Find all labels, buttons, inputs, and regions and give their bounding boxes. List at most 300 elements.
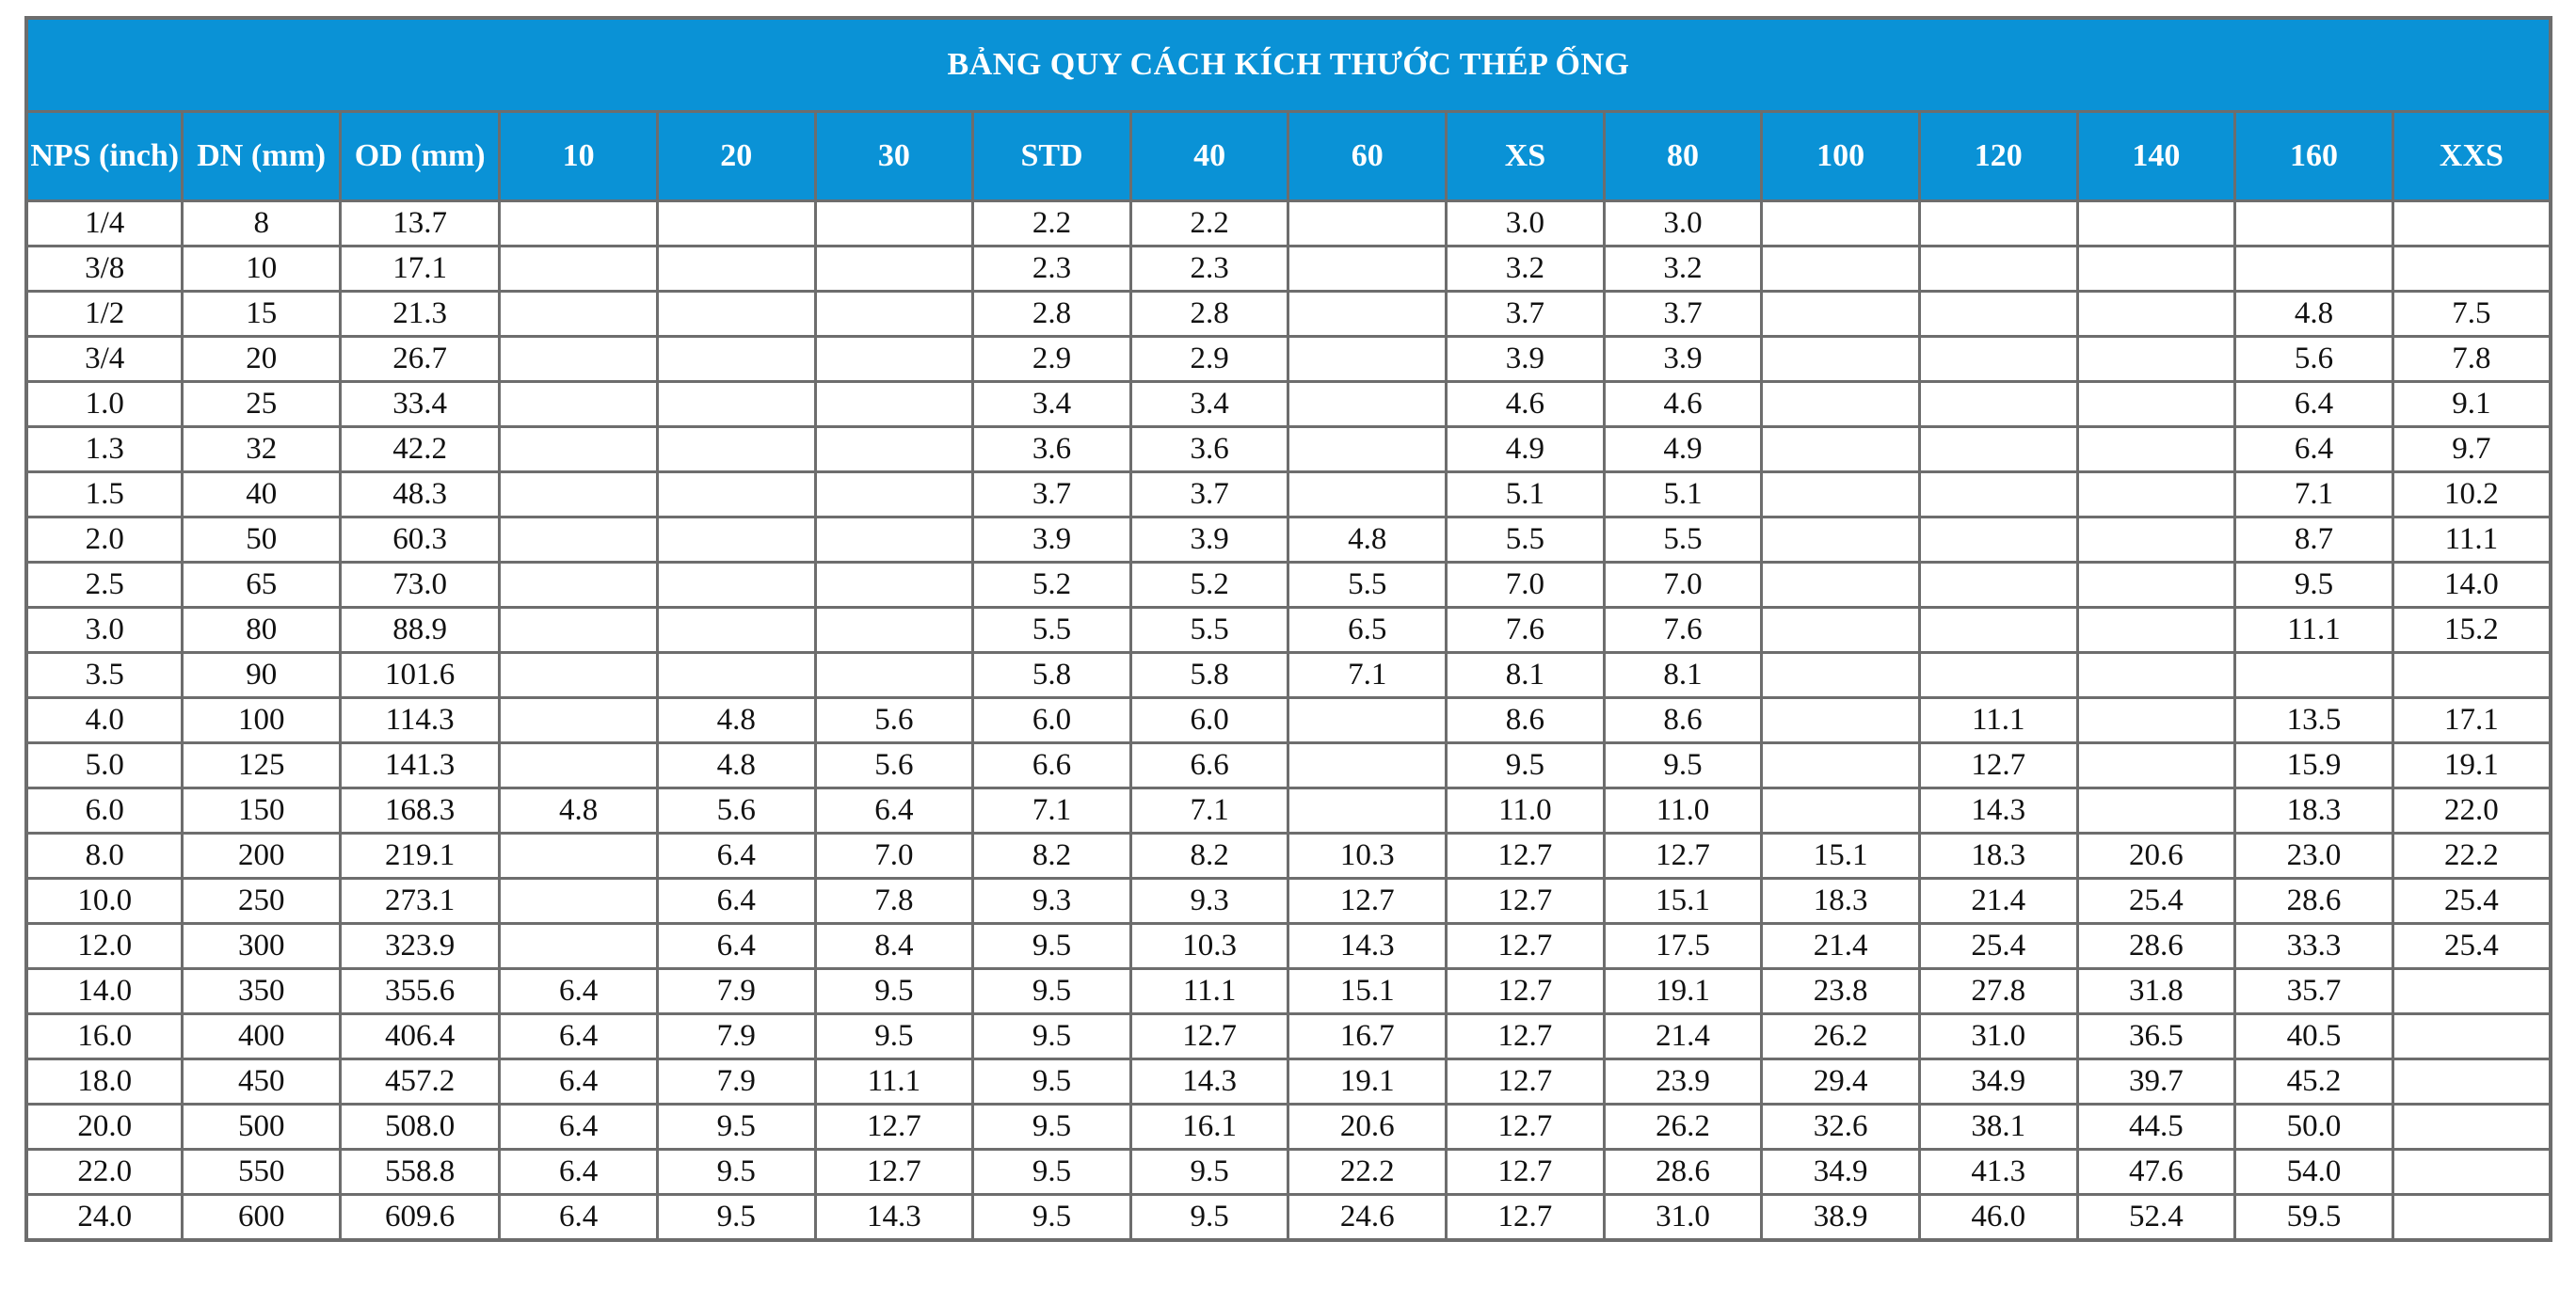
table-cell <box>500 517 658 563</box>
table-cell: 9.5 <box>815 969 973 1014</box>
table-cell: 12.7 <box>1447 1059 1605 1105</box>
table-cell: 11.1 <box>1130 969 1288 1014</box>
table-cell: 52.4 <box>2077 1195 2235 1241</box>
table-cell <box>815 201 973 247</box>
table-cell: 41.3 <box>1919 1150 2077 1195</box>
table-cell: 9.5 <box>815 1014 973 1059</box>
column-header: 40 <box>1130 112 1288 201</box>
table-cell <box>657 382 815 427</box>
table-cell: 500 <box>183 1105 341 1150</box>
table-cell: 3.5 <box>26 653 183 698</box>
table-cell: 12.7 <box>1130 1014 1288 1059</box>
table-cell: 6.4 <box>500 969 658 1014</box>
table-cell: 1.0 <box>26 382 183 427</box>
table-cell <box>815 337 973 382</box>
table-cell <box>500 698 658 743</box>
table-cell: 27.8 <box>1919 969 2077 1014</box>
table-cell <box>1288 382 1447 427</box>
table-cell <box>815 382 973 427</box>
table-cell: 9.5 <box>1604 743 1762 788</box>
table-cell: 2.5 <box>26 563 183 608</box>
table-cell: 8.2 <box>973 834 1131 879</box>
table-cell: 19.1 <box>2392 743 2551 788</box>
table-cell: 5.0 <box>26 743 183 788</box>
table-cell <box>1288 201 1447 247</box>
table-cell: 9.5 <box>973 1059 1131 1105</box>
table-cell: 8.4 <box>815 924 973 969</box>
table-cell: 45.2 <box>2235 1059 2393 1105</box>
table-cell: 10.2 <box>2392 472 2551 517</box>
table-cell <box>657 337 815 382</box>
table-cell: 2.3 <box>1130 247 1288 292</box>
table-cell: 6.0 <box>1130 698 1288 743</box>
table-cell: 36.5 <box>2077 1014 2235 1059</box>
table-row <box>26 1014 2551 1059</box>
table-row <box>26 698 2551 743</box>
table-cell: 5.1 <box>1447 472 1605 517</box>
table-cell: 350 <box>183 969 341 1014</box>
table-cell: 6.4 <box>500 1059 658 1105</box>
table-cell: 28.6 <box>1604 1150 1762 1195</box>
table-cell <box>657 247 815 292</box>
table-cell: 300 <box>183 924 341 969</box>
table-cell: 7.1 <box>2235 472 2393 517</box>
table-cell: 24.0 <box>26 1195 183 1241</box>
table-cell <box>1762 608 1920 653</box>
table-cell <box>657 427 815 472</box>
table-row <box>26 247 2551 292</box>
table-cell: 33.4 <box>341 382 500 427</box>
table-cell <box>500 924 658 969</box>
table-cell: 10.3 <box>1130 924 1288 969</box>
table-cell <box>1919 201 2077 247</box>
table-cell <box>500 292 658 337</box>
table-cell <box>657 517 815 563</box>
table-cell: 9.5 <box>1447 743 1605 788</box>
table-cell: 3/4 <box>26 337 183 382</box>
table-cell <box>1762 698 1920 743</box>
column-header: STD <box>973 112 1131 201</box>
table-cell: 14.0 <box>26 969 183 1014</box>
table-cell: 9.3 <box>1130 879 1288 924</box>
table-cell <box>1919 517 2077 563</box>
table-cell: 15 <box>183 292 341 337</box>
table-cell <box>1762 517 1920 563</box>
table-cell: 17.1 <box>2392 698 2551 743</box>
table-cell: 6.6 <box>973 743 1131 788</box>
table-cell <box>500 653 658 698</box>
table-cell: 3.7 <box>1130 472 1288 517</box>
table-cell: 65 <box>183 563 341 608</box>
column-header: NPS (inch) <box>26 112 183 201</box>
table-cell: 59.5 <box>2235 1195 2393 1241</box>
table-row <box>26 1059 2551 1105</box>
title-row <box>26 18 2551 112</box>
table-cell: 33.3 <box>2235 924 2393 969</box>
table-cell <box>2392 247 2551 292</box>
table-cell <box>1919 472 2077 517</box>
table-cell: 26.2 <box>1762 1014 1920 1059</box>
table-cell <box>2392 969 2551 1014</box>
table-cell: 5.6 <box>2235 337 2393 382</box>
table-cell: 141.3 <box>341 743 500 788</box>
table-cell: 7.6 <box>1604 608 1762 653</box>
table-cell <box>500 382 658 427</box>
table-cell: 7.0 <box>815 834 973 879</box>
table-cell: 11.1 <box>2235 608 2393 653</box>
table-cell: 1.3 <box>26 427 183 472</box>
column-header: 160 <box>2235 112 2393 201</box>
table-cell <box>500 834 658 879</box>
table-cell: 6.4 <box>657 879 815 924</box>
table-cell: 6.4 <box>500 1195 658 1241</box>
table-cell <box>2392 653 2551 698</box>
table-cell: 42.2 <box>341 427 500 472</box>
table-cell <box>1288 427 1447 472</box>
table-cell: 3.7 <box>1447 292 1605 337</box>
table-cell: 18.0 <box>26 1059 183 1105</box>
table-cell: 23.9 <box>1604 1059 1762 1105</box>
table-cell: 8.1 <box>1604 653 1762 698</box>
table-cell <box>657 653 815 698</box>
table-cell: 6.4 <box>657 924 815 969</box>
table-cell: 6.4 <box>500 1014 658 1059</box>
table-row <box>26 1105 2551 1150</box>
table-cell: 50 <box>183 517 341 563</box>
table-cell <box>2392 1195 2551 1241</box>
table-cell: 10.0 <box>26 879 183 924</box>
table-cell: 26.7 <box>341 337 500 382</box>
table-row <box>26 337 2551 382</box>
table-cell: 18.3 <box>2235 788 2393 834</box>
column-header: OD (mm) <box>341 112 500 201</box>
table-cell <box>2392 1059 2551 1105</box>
table-title: BẢNG QUY CÁCH KÍCH THƯỚC THÉP ỐNG <box>26 18 2551 112</box>
table-cell <box>815 517 973 563</box>
table-cell: 14.3 <box>1919 788 2077 834</box>
table-cell: 3.7 <box>973 472 1131 517</box>
table-cell <box>1919 653 2077 698</box>
table-cell: 8.1 <box>1447 653 1605 698</box>
table-cell <box>2077 382 2235 427</box>
table-cell: 18.3 <box>1919 834 2077 879</box>
table-cell <box>500 201 658 247</box>
table-cell: 2.9 <box>973 337 1131 382</box>
table-cell: 3.9 <box>1130 517 1288 563</box>
table-body <box>26 201 2551 1241</box>
pipe-spec-table <box>24 16 2552 1242</box>
table-cell: 9.5 <box>1130 1150 1288 1195</box>
table-cell <box>1288 698 1447 743</box>
table-cell <box>1762 292 1920 337</box>
table-cell: 28.6 <box>2235 879 2393 924</box>
table-cell: 12.7 <box>815 1105 973 1150</box>
table-cell: 406.4 <box>341 1014 500 1059</box>
table-cell: 150 <box>183 788 341 834</box>
table-cell: 100 <box>183 698 341 743</box>
table-cell <box>1762 201 1920 247</box>
table-cell <box>1919 292 2077 337</box>
table-cell <box>500 427 658 472</box>
table-cell <box>1762 743 1920 788</box>
table-cell: 9.5 <box>973 924 1131 969</box>
table-cell <box>500 743 658 788</box>
table-cell <box>1288 472 1447 517</box>
table-cell: 3/8 <box>26 247 183 292</box>
table-cell: 20 <box>183 337 341 382</box>
table-cell: 6.6 <box>1130 743 1288 788</box>
table-cell: 3.2 <box>1604 247 1762 292</box>
table-cell: 9.5 <box>2235 563 2393 608</box>
table-cell: 9.5 <box>973 1195 1131 1241</box>
table-row <box>26 292 2551 337</box>
table-cell: 9.5 <box>973 969 1131 1014</box>
table-cell: 4.9 <box>1604 427 1762 472</box>
table-cell: 9.5 <box>1130 1195 1288 1241</box>
table-cell <box>2392 1105 2551 1150</box>
table-cell: 44.5 <box>2077 1105 2235 1150</box>
table-row <box>26 834 2551 879</box>
table-cell: 3.6 <box>1130 427 1288 472</box>
table-cell: 5.6 <box>657 788 815 834</box>
table-cell: 14.3 <box>815 1195 973 1241</box>
table-cell <box>2077 247 2235 292</box>
table-cell <box>1762 788 1920 834</box>
table-cell: 9.5 <box>973 1014 1131 1059</box>
table-cell: 6.0 <box>26 788 183 834</box>
table-cell: 11.0 <box>1604 788 1762 834</box>
table-cell: 1/2 <box>26 292 183 337</box>
table-cell: 1/4 <box>26 201 183 247</box>
table-cell: 5.8 <box>1130 653 1288 698</box>
table-cell: 2.9 <box>1130 337 1288 382</box>
table-cell: 9.5 <box>657 1195 815 1241</box>
table-row <box>26 788 2551 834</box>
column-header: 120 <box>1919 112 2077 201</box>
table-cell: 3.0 <box>1604 201 1762 247</box>
table-cell: 4.8 <box>500 788 658 834</box>
table-cell <box>2235 201 2393 247</box>
table-cell <box>2235 653 2393 698</box>
table-cell <box>1762 563 1920 608</box>
table-cell: 8.6 <box>1447 698 1605 743</box>
table-cell: 15.1 <box>1288 969 1447 1014</box>
table-cell: 2.3 <box>973 247 1131 292</box>
table-cell: 168.3 <box>341 788 500 834</box>
table-cell: 21.3 <box>341 292 500 337</box>
table-cell <box>815 653 973 698</box>
table-cell <box>1919 608 2077 653</box>
table-cell <box>2077 472 2235 517</box>
table-cell: 12.0 <box>26 924 183 969</box>
table-row <box>26 969 2551 1014</box>
table-cell: 8.6 <box>1604 698 1762 743</box>
table-cell: 25.4 <box>2392 879 2551 924</box>
table-cell: 2.8 <box>1130 292 1288 337</box>
table-cell: 7.9 <box>657 1059 815 1105</box>
table-cell <box>657 563 815 608</box>
table-cell: 9.7 <box>2392 427 2551 472</box>
table-cell: 9.5 <box>657 1150 815 1195</box>
table-cell <box>1288 292 1447 337</box>
table-cell: 35.7 <box>2235 969 2393 1014</box>
table-row <box>26 563 2551 608</box>
table-cell: 7.9 <box>657 1014 815 1059</box>
table-cell: 5.5 <box>1447 517 1605 563</box>
table-cell: 6.4 <box>657 834 815 879</box>
table-cell: 16.0 <box>26 1014 183 1059</box>
table-cell <box>500 608 658 653</box>
table-cell: 11.1 <box>1919 698 2077 743</box>
table-cell: 40.5 <box>2235 1014 2393 1059</box>
table-cell <box>2077 292 2235 337</box>
table-cell: 508.0 <box>341 1105 500 1150</box>
table-cell <box>2077 608 2235 653</box>
table-cell <box>1919 337 2077 382</box>
table-cell: 355.6 <box>341 969 500 1014</box>
table-cell <box>2077 563 2235 608</box>
table-cell: 15.9 <box>2235 743 2393 788</box>
table-cell: 39.7 <box>2077 1059 2235 1105</box>
table-cell <box>2077 743 2235 788</box>
table-cell: 9.3 <box>973 879 1131 924</box>
table-cell <box>2077 698 2235 743</box>
table-cell: 2.8 <box>973 292 1131 337</box>
table-cell: 9.5 <box>657 1105 815 1150</box>
table-cell: 3.7 <box>1604 292 1762 337</box>
table-cell: 15.2 <box>2392 608 2551 653</box>
table-cell: 11.1 <box>815 1059 973 1105</box>
table-cell: 4.8 <box>657 698 815 743</box>
table-cell: 550 <box>183 1150 341 1195</box>
table-cell: 12.7 <box>1447 1195 1605 1241</box>
table-cell: 3.6 <box>973 427 1131 472</box>
table-cell: 34.9 <box>1919 1059 2077 1105</box>
table-cell <box>815 563 973 608</box>
table-cell: 101.6 <box>341 653 500 698</box>
column-header: XS <box>1447 112 1605 201</box>
table-cell: 13.7 <box>341 201 500 247</box>
table-cell: 32 <box>183 427 341 472</box>
table-cell: 25.4 <box>1919 924 2077 969</box>
table-cell: 73.0 <box>341 563 500 608</box>
table-cell <box>657 201 815 247</box>
table-cell <box>815 292 973 337</box>
table-cell <box>2077 427 2235 472</box>
table-cell: 6.4 <box>500 1150 658 1195</box>
table-cell: 5.5 <box>973 608 1131 653</box>
table-cell <box>1288 247 1447 292</box>
table-cell: 25.4 <box>2392 924 2551 969</box>
table-cell: 10.3 <box>1288 834 1447 879</box>
table-cell: 3.9 <box>1604 337 1762 382</box>
column-header: 10 <box>500 112 658 201</box>
table-cell: 323.9 <box>341 924 500 969</box>
table-cell: 88.9 <box>341 608 500 653</box>
table-row <box>26 1150 2551 1195</box>
table-cell: 3.0 <box>26 608 183 653</box>
table-cell: 10 <box>183 247 341 292</box>
table-cell: 22.2 <box>2392 834 2551 879</box>
table-cell: 13.5 <box>2235 698 2393 743</box>
table-cell <box>1762 382 1920 427</box>
table-cell: 7.1 <box>973 788 1131 834</box>
table-cell: 11.1 <box>2392 517 2551 563</box>
table-cell <box>1288 743 1447 788</box>
table-cell <box>1288 788 1447 834</box>
table-cell: 4.8 <box>1288 517 1447 563</box>
table-cell <box>1919 563 2077 608</box>
table-cell <box>2077 653 2235 698</box>
table-cell: 600 <box>183 1195 341 1241</box>
table-cell: 450 <box>183 1059 341 1105</box>
table-cell <box>815 427 973 472</box>
column-header: 60 <box>1288 112 1447 201</box>
table-cell <box>2235 247 2393 292</box>
table-cell <box>500 337 658 382</box>
table-cell <box>1288 337 1447 382</box>
table-cell: 3.0 <box>1447 201 1605 247</box>
table-cell: 7.0 <box>1447 563 1605 608</box>
table-cell: 16.1 <box>1130 1105 1288 1150</box>
table-row <box>26 201 2551 247</box>
table-cell: 5.5 <box>1288 563 1447 608</box>
table-cell: 54.0 <box>2235 1150 2393 1195</box>
table-cell: 16.7 <box>1288 1014 1447 1059</box>
table-cell: 47.6 <box>2077 1150 2235 1195</box>
table-cell <box>1762 247 1920 292</box>
table-cell: 12.7 <box>1447 969 1605 1014</box>
table-cell <box>2392 201 2551 247</box>
table-cell: 21.4 <box>1919 879 2077 924</box>
table-cell: 12.7 <box>1919 743 2077 788</box>
table-row <box>26 879 2551 924</box>
table-cell: 22.0 <box>2392 788 2551 834</box>
table-cell: 21.4 <box>1604 1014 1762 1059</box>
table-cell <box>1919 427 2077 472</box>
table-cell: 14.3 <box>1288 924 1447 969</box>
table-cell: 457.2 <box>341 1059 500 1105</box>
table-cell: 4.6 <box>1604 382 1762 427</box>
table-cell: 8 <box>183 201 341 247</box>
table-cell: 2.2 <box>973 201 1131 247</box>
table-cell: 31.8 <box>2077 969 2235 1014</box>
table-cell: 400 <box>183 1014 341 1059</box>
table-cell: 609.6 <box>341 1195 500 1241</box>
table-cell: 24.6 <box>1288 1195 1447 1241</box>
table-cell: 9.5 <box>973 1150 1131 1195</box>
table-cell: 29.4 <box>1762 1059 1920 1105</box>
table-cell: 7.9 <box>657 969 815 1014</box>
table-cell: 4.8 <box>2235 292 2393 337</box>
table-cell: 12.7 <box>815 1150 973 1195</box>
table-cell <box>2392 1014 2551 1059</box>
table-cell: 6.4 <box>2235 427 2393 472</box>
table-cell <box>1762 653 1920 698</box>
table-cell: 3.4 <box>1130 382 1288 427</box>
table-cell <box>815 472 973 517</box>
table-cell: 48.3 <box>341 472 500 517</box>
table-cell: 12.7 <box>1447 1014 1605 1059</box>
table-cell <box>500 879 658 924</box>
table-cell: 31.0 <box>1604 1195 1762 1241</box>
table-cell: 7.8 <box>2392 337 2551 382</box>
table-cell: 38.9 <box>1762 1195 1920 1241</box>
table-row <box>26 517 2551 563</box>
table-cell: 12.7 <box>1447 1150 1605 1195</box>
table-cell <box>657 608 815 653</box>
table-cell: 3.9 <box>1447 337 1605 382</box>
